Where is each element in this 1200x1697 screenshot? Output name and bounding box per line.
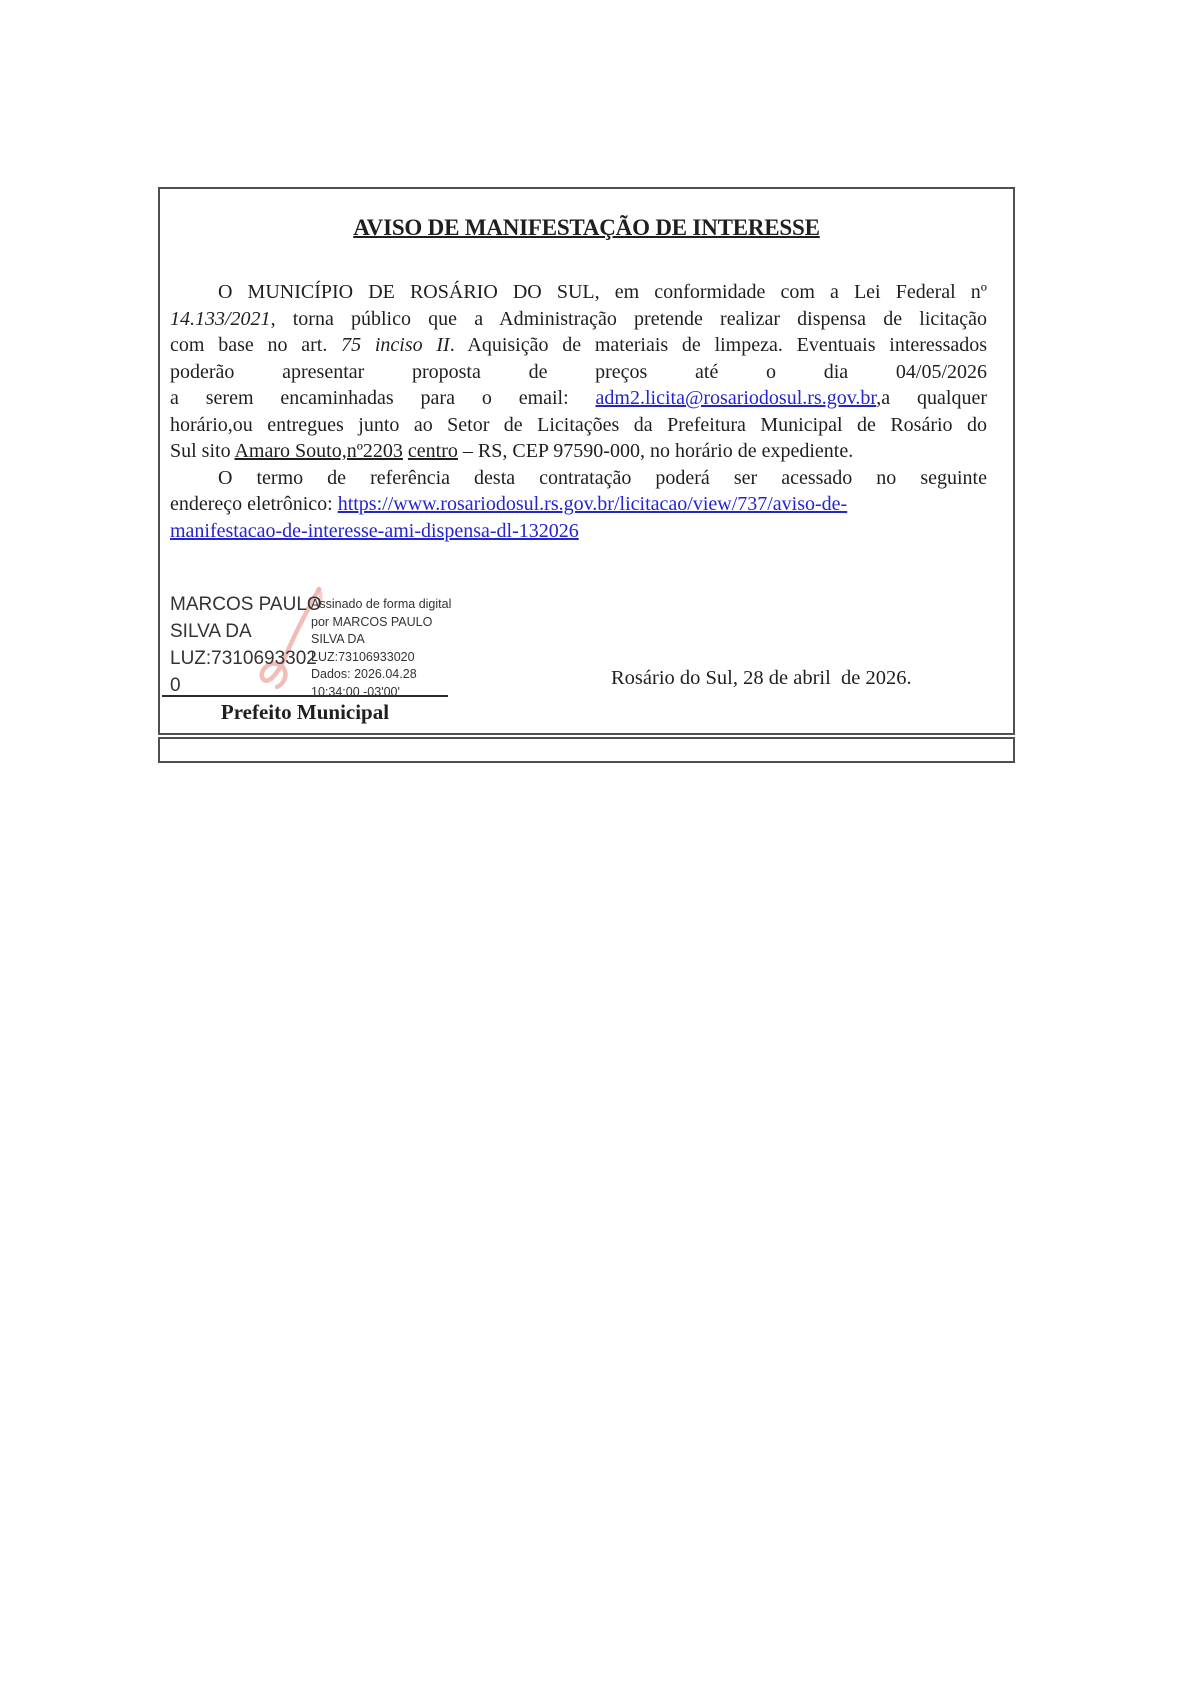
signature-name-line: LUZ:7310693302 xyxy=(170,648,317,669)
body-line xyxy=(170,412,987,439)
body-text: com base no art. xyxy=(170,334,342,356)
signature-details-line: Dados: 2026.04.28 xyxy=(311,667,417,681)
body-text: O termo de referência desta contratação poderá ser acessado no seguinte xyxy=(218,466,987,489)
signature-details xyxy=(311,596,451,701)
body-text: O MUNICÍPIO DE ROSÁRIO DO SUL, em conformidade com a Lei Federal nº xyxy=(218,281,987,303)
body-text: Amaro Souto,nº2203 xyxy=(234,440,403,462)
body-text: poderão apresentar proposta de preços até o dia 04/05/2026 xyxy=(170,360,987,383)
body-paragraph xyxy=(170,279,987,544)
footer-empty-box xyxy=(158,737,1015,763)
body-text: , torna público que a Administração pretende realizar dispensa de licitação xyxy=(270,307,987,330)
url-link-continuation[interactable]: manifestacao-de-interesse-ami-dispensa-dl-132026 xyxy=(170,519,579,542)
body-line xyxy=(170,518,987,545)
body-text: horário,ou entregues junto ao Setor de Licitações da Prefeitura Municipal de Rosário do xyxy=(170,413,987,436)
email-link[interactable]: adm2.licita@rosariodosul.rs.gov.br xyxy=(595,387,877,409)
body-line xyxy=(170,465,987,492)
url-link[interactable]: https://www.rosariodosul.rs.gov.br/licitacao/view/737/aviso-de- xyxy=(337,493,848,515)
body-text: endereço eletrônico: xyxy=(170,493,338,515)
body-line xyxy=(170,332,987,359)
signature-name-line: SILVA DA xyxy=(170,621,252,642)
body-line xyxy=(170,491,987,518)
body-line xyxy=(170,306,987,333)
body-line xyxy=(170,438,987,465)
signature-details-line: 10:34:00 -03'00' xyxy=(311,684,400,699)
body-text: ,a qualquer xyxy=(876,387,987,409)
body-text: 14.133/2021 xyxy=(170,307,271,330)
body-line xyxy=(170,385,987,412)
body-text: centro xyxy=(407,440,458,462)
body-text: 75 inciso II xyxy=(341,334,450,356)
body-text: . Aquisição de materiais de limpeza. Eventuais interessados xyxy=(449,334,988,356)
body-line xyxy=(170,359,987,386)
notice-document-box xyxy=(158,187,1015,735)
signature-details-line: Assinado de forma digital xyxy=(311,597,452,611)
signature-name-line: 0 xyxy=(170,675,181,696)
body-text: – RS, CEP 97590-000, no horário de expediente. xyxy=(457,440,854,462)
signature-name xyxy=(170,591,322,699)
signature-details-line: por MARCOS PAULO xyxy=(311,614,433,629)
page-title: AVISO DE MANIFESTAÇÃO DE INTERESSE xyxy=(353,215,820,240)
date-line: Rosário do Sul, 28 de abril de 2026. xyxy=(611,667,912,689)
signature-name-line: MARCOS PAULO xyxy=(170,594,322,615)
body-text: a serem encaminhadas para o email: xyxy=(170,387,596,409)
body-line xyxy=(170,279,987,306)
signature-details-line: LUZ:73106933020 xyxy=(311,649,415,664)
body-text: Sul sito xyxy=(170,440,235,462)
signature-role-label: Prefeito Municipal xyxy=(220,700,390,724)
signature-details-line: SILVA DA xyxy=(311,632,365,646)
